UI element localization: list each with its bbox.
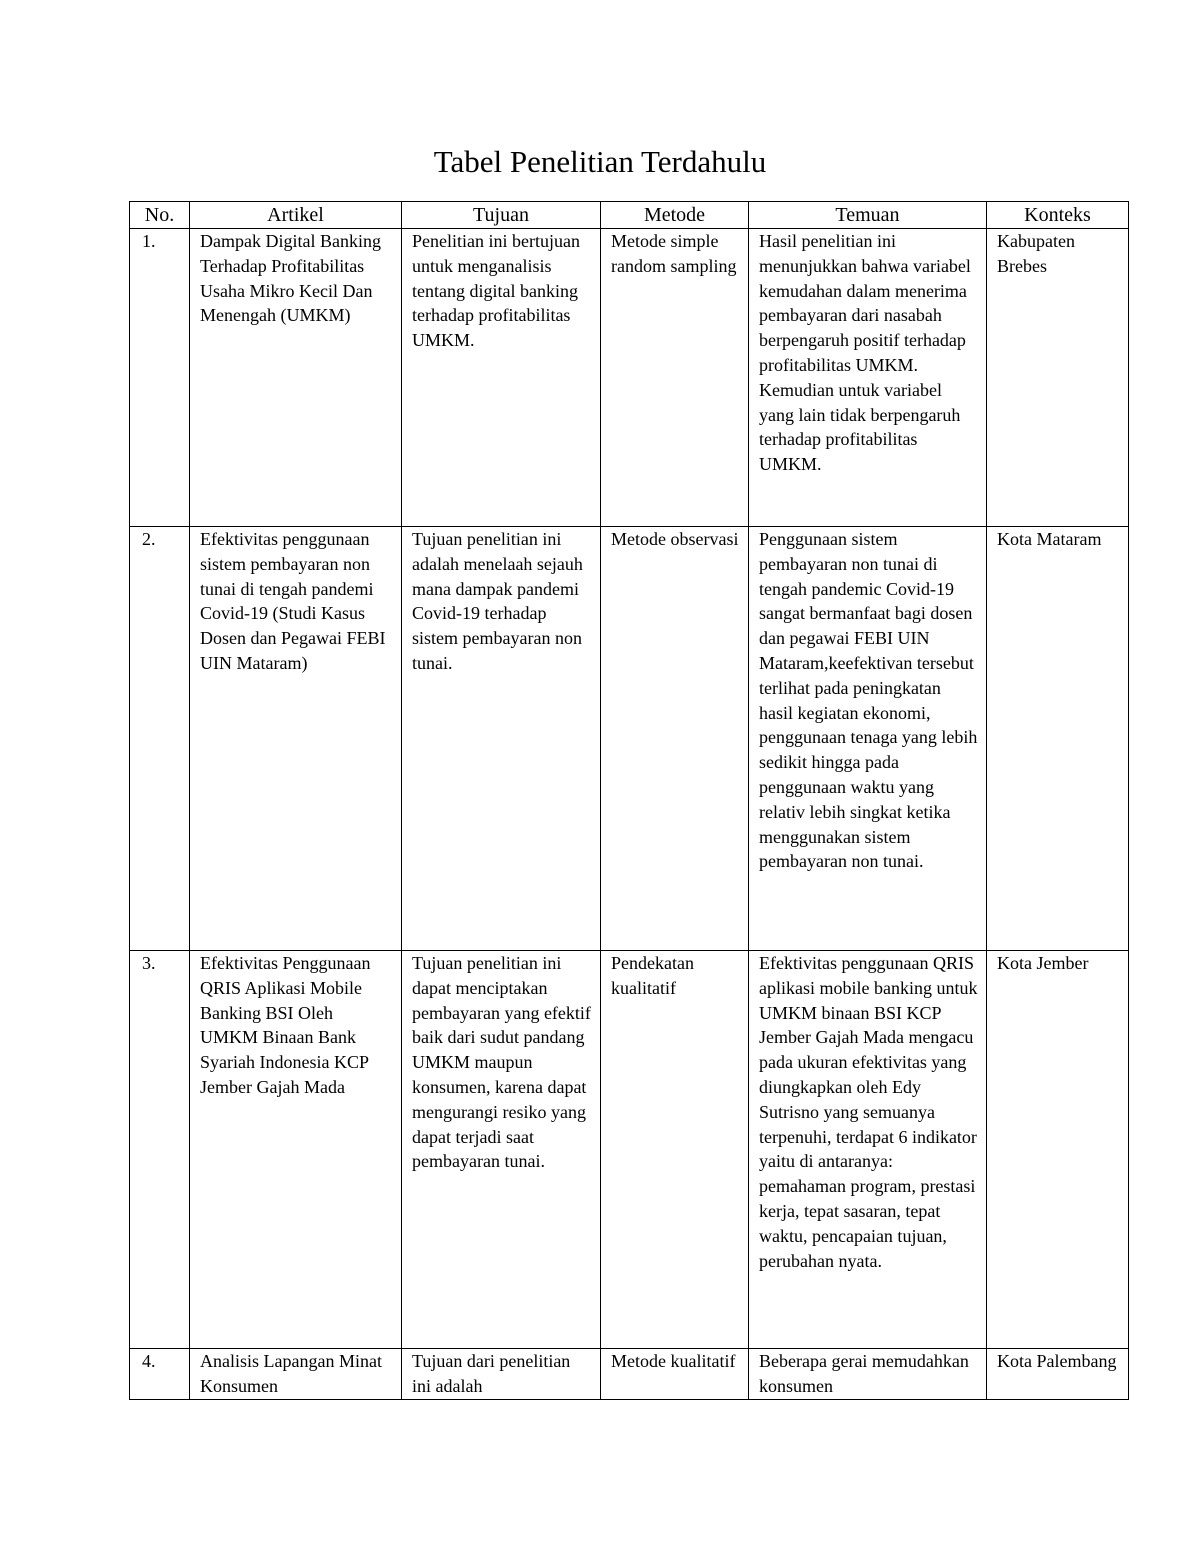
cell-artikel: Dampak Digital Banking Terhadap Profitabilitas Usaha Mikro Kecil Dan Menengah (UMKM) (190, 229, 402, 527)
cell-metode: Metode kualitatif (601, 1349, 749, 1400)
column-header-no: No. (130, 202, 190, 229)
cell-no: 2. (130, 527, 190, 951)
cell-tujuan: Penelitian ini bertujuan untuk menganalisis tentang digital banking terhadap profitabilitas UMKM. (402, 229, 601, 527)
cell-artikel: Analisis Lapangan Minat Konsumen (190, 1349, 402, 1400)
cell-konteks: Kota Jember (987, 951, 1129, 1349)
cell-metode: Metode observasi (601, 527, 749, 951)
table-row (130, 229, 1129, 527)
cell-artikel: Efektivitas penggunaan sistem pembayaran non tunai di tengah pandemi Covid-19 (Studi Kasus Dosen dan Pegawai FEBI UIN Mataram) (190, 527, 402, 951)
cell-konteks: Kota Mataram (987, 527, 1129, 951)
table-header-row (130, 202, 1129, 229)
cell-konteks: Kota Palembang (987, 1349, 1129, 1400)
column-header-temuan: Temuan (749, 202, 987, 229)
cell-no: 3. (130, 951, 190, 1349)
cell-tujuan: Tujuan dari penelitian ini adalah (402, 1349, 601, 1400)
cell-temuan: Hasil penelitian ini menunjukkan bahwa variabel kemudahan dalam menerima pembayaran dari nasabah berpengaruh positif terhadap profitabilitas UMKM. Kemudian untuk variabel yang lain tidak berpengaruh terhadap profitabilitas UMKM. (749, 229, 987, 527)
cell-temuan: Efektivitas penggunaan QRIS aplikasi mobile banking untuk UMKM binaan BSI KCP Jember Gajah Mada mengacu pada ukuran efektivitas yang diungkapkan oleh Edy Sutrisno yang semuanya terpenuhi, terdapat 6 indikator yaitu di antaranya: pemahaman program, prestasi kerja, tepat sasaran, tepat waktu, pencapaian tujuan, perubahan nyata. (749, 951, 987, 1349)
research-table (129, 201, 1129, 1400)
cell-tujuan: Tujuan penelitian ini dapat menciptakan pembayaran yang efektif baik dari sudut pandang UMKM maupun konsumen, karena dapat mengurangi resiko yang dapat terjadi saat pembayaran tunai. (402, 951, 601, 1349)
table-row (130, 527, 1129, 951)
column-header-konteks: Konteks (987, 202, 1129, 229)
cell-artikel: Efektivitas Penggunaan QRIS Aplikasi Mobile Banking BSI Oleh UMKM Binaan Bank Syariah Indonesia KCP Jember Gajah Mada (190, 951, 402, 1349)
cell-no: 1. (130, 229, 190, 527)
column-header-metode: Metode (601, 202, 749, 229)
column-header-tujuan: Tujuan (402, 202, 601, 229)
cell-temuan: Penggunaan sistem pembayaran non tunai di tengah pandemic Covid-19 sangat bermanfaat bagi dosen dan pegawai FEBI UIN Mataram,keefektivan tersebut terlihat pada peningkatan hasil kegiatan ekonomi, penggunaan tenaga yang lebih sedikit hingga pada penggunaan waktu yang relativ lebih singkat ketika menggunakan sistem pembayaran non tunai. (749, 527, 987, 951)
page-title: Tabel Penelitian Terdahulu (433, 144, 767, 179)
cell-no: 4. (130, 1349, 190, 1400)
table-row (130, 951, 1129, 1349)
cell-temuan: Beberapa gerai memudahkan konsumen (749, 1349, 987, 1400)
cell-tujuan: Tujuan penelitian ini adalah menelaah sejauh mana dampak pandemi Covid-19 terhadap sistem pembayaran non tunai. (402, 527, 601, 951)
column-header-artikel: Artikel (190, 202, 402, 229)
table-row (130, 1349, 1129, 1400)
cell-konteks: Kabupaten Brebes (987, 229, 1129, 527)
cell-metode: Pendekatan kualitatif (601, 951, 749, 1349)
cell-metode: Metode simple random sampling (601, 229, 749, 527)
